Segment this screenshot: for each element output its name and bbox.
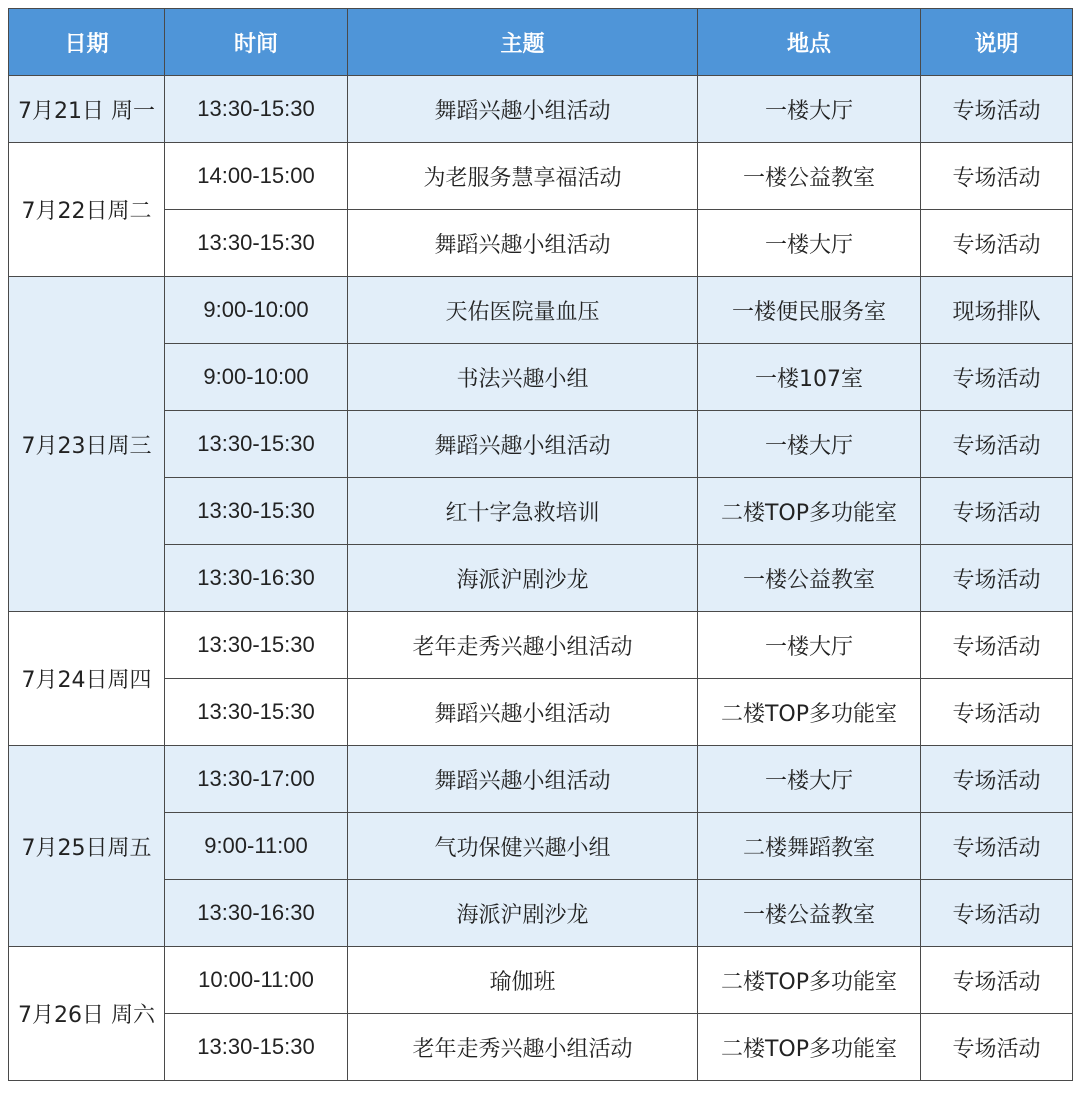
note-cell: 专场活动 xyxy=(921,612,1073,679)
table-row xyxy=(9,277,1073,344)
note-cell: 专场活动 xyxy=(921,545,1073,612)
note-cell: 现场排队 xyxy=(921,277,1073,344)
location-cell: 一楼大厅 xyxy=(698,411,921,478)
table-row xyxy=(9,947,1073,1014)
note-cell: 专场活动 xyxy=(921,344,1073,411)
table-row xyxy=(9,746,1073,813)
header-date: 日期 xyxy=(9,9,165,76)
time-cell: 13:30-15:30 xyxy=(165,210,348,277)
time-cell: 10:00-11:00 xyxy=(165,947,348,1014)
topic-cell: 气功保健兴趣小组 xyxy=(348,813,698,880)
note-cell: 专场活动 xyxy=(921,210,1073,277)
time-cell: 14:00-15:00 xyxy=(165,143,348,210)
topic-cell: 书法兴趣小组 xyxy=(348,344,698,411)
location-cell: 一楼公益教室 xyxy=(698,545,921,612)
time-cell: 13:30-15:30 xyxy=(165,612,348,679)
note-cell: 专场活动 xyxy=(921,1014,1073,1081)
date-cell: 7月23日周三 xyxy=(9,277,165,612)
table-row xyxy=(9,478,1073,545)
time-cell: 13:30-15:30 xyxy=(165,76,348,143)
note-cell: 专场活动 xyxy=(921,411,1073,478)
time-cell: 13:30-15:30 xyxy=(165,478,348,545)
date-cell: 7月26日 周六 xyxy=(9,947,165,1081)
topic-cell: 红十字急救培训 xyxy=(348,478,698,545)
topic-cell: 舞蹈兴趣小组活动 xyxy=(348,746,698,813)
table-body xyxy=(9,76,1073,1081)
location-cell: 一楼大厅 xyxy=(698,746,921,813)
topic-cell: 瑜伽班 xyxy=(348,947,698,1014)
time-cell: 13:30-15:30 xyxy=(165,1014,348,1081)
table-row xyxy=(9,545,1073,612)
location-cell: 一楼公益教室 xyxy=(698,143,921,210)
note-cell: 专场活动 xyxy=(921,947,1073,1014)
note-cell: 专场活动 xyxy=(921,478,1073,545)
activity-schedule-table xyxy=(8,8,1073,1081)
table-row xyxy=(9,411,1073,478)
topic-cell: 为老服务慧享福活动 xyxy=(348,143,698,210)
table-row xyxy=(9,143,1073,210)
time-cell: 9:00-10:00 xyxy=(165,344,348,411)
location-cell: 二楼TOP多功能室 xyxy=(698,1014,921,1081)
topic-cell: 舞蹈兴趣小组活动 xyxy=(348,679,698,746)
time-cell: 9:00-11:00 xyxy=(165,813,348,880)
header-topic: 主题 xyxy=(348,9,698,76)
table-row xyxy=(9,880,1073,947)
table-row xyxy=(9,612,1073,679)
date-cell: 7月25日周五 xyxy=(9,746,165,947)
time-cell: 13:30-15:30 xyxy=(165,411,348,478)
location-cell: 一楼大厅 xyxy=(698,76,921,143)
date-cell: 7月22日周二 xyxy=(9,143,165,277)
table-header-row xyxy=(9,9,1073,76)
topic-cell: 舞蹈兴趣小组活动 xyxy=(348,210,698,277)
note-cell: 专场活动 xyxy=(921,880,1073,947)
note-cell: 专场活动 xyxy=(921,679,1073,746)
date-cell: 7月24日周四 xyxy=(9,612,165,746)
time-cell: 13:30-16:30 xyxy=(165,880,348,947)
header-time: 时间 xyxy=(165,9,348,76)
header-location: 地点 xyxy=(698,9,921,76)
location-cell: 二楼TOP多功能室 xyxy=(698,947,921,1014)
topic-cell: 舞蹈兴趣小组活动 xyxy=(348,411,698,478)
table-row xyxy=(9,679,1073,746)
note-cell: 专场活动 xyxy=(921,813,1073,880)
date-cell: 7月21日 周一 xyxy=(9,76,165,143)
location-cell: 一楼107室 xyxy=(698,344,921,411)
time-cell: 13:30-17:00 xyxy=(165,746,348,813)
topic-cell: 舞蹈兴趣小组活动 xyxy=(348,76,698,143)
note-cell: 专场活动 xyxy=(921,76,1073,143)
topic-cell: 天佑医院量血压 xyxy=(348,277,698,344)
table-row xyxy=(9,210,1073,277)
location-cell: 一楼公益教室 xyxy=(698,880,921,947)
location-cell: 二楼TOP多功能室 xyxy=(698,478,921,545)
topic-cell: 海派沪剧沙龙 xyxy=(348,545,698,612)
note-cell: 专场活动 xyxy=(921,746,1073,813)
note-cell: 专场活动 xyxy=(921,143,1073,210)
table-row xyxy=(9,76,1073,143)
table-row xyxy=(9,344,1073,411)
time-cell: 13:30-16:30 xyxy=(165,545,348,612)
topic-cell: 海派沪剧沙龙 xyxy=(348,880,698,947)
header-note: 说明 xyxy=(921,9,1073,76)
location-cell: 一楼大厅 xyxy=(698,612,921,679)
table-row xyxy=(9,1014,1073,1081)
location-cell: 一楼大厅 xyxy=(698,210,921,277)
time-cell: 13:30-15:30 xyxy=(165,679,348,746)
topic-cell: 老年走秀兴趣小组活动 xyxy=(348,612,698,679)
table-row xyxy=(9,813,1073,880)
location-cell: 二楼舞蹈教室 xyxy=(698,813,921,880)
time-cell: 9:00-10:00 xyxy=(165,277,348,344)
location-cell: 一楼便民服务室 xyxy=(698,277,921,344)
topic-cell: 老年走秀兴趣小组活动 xyxy=(348,1014,698,1081)
location-cell: 二楼TOP多功能室 xyxy=(698,679,921,746)
